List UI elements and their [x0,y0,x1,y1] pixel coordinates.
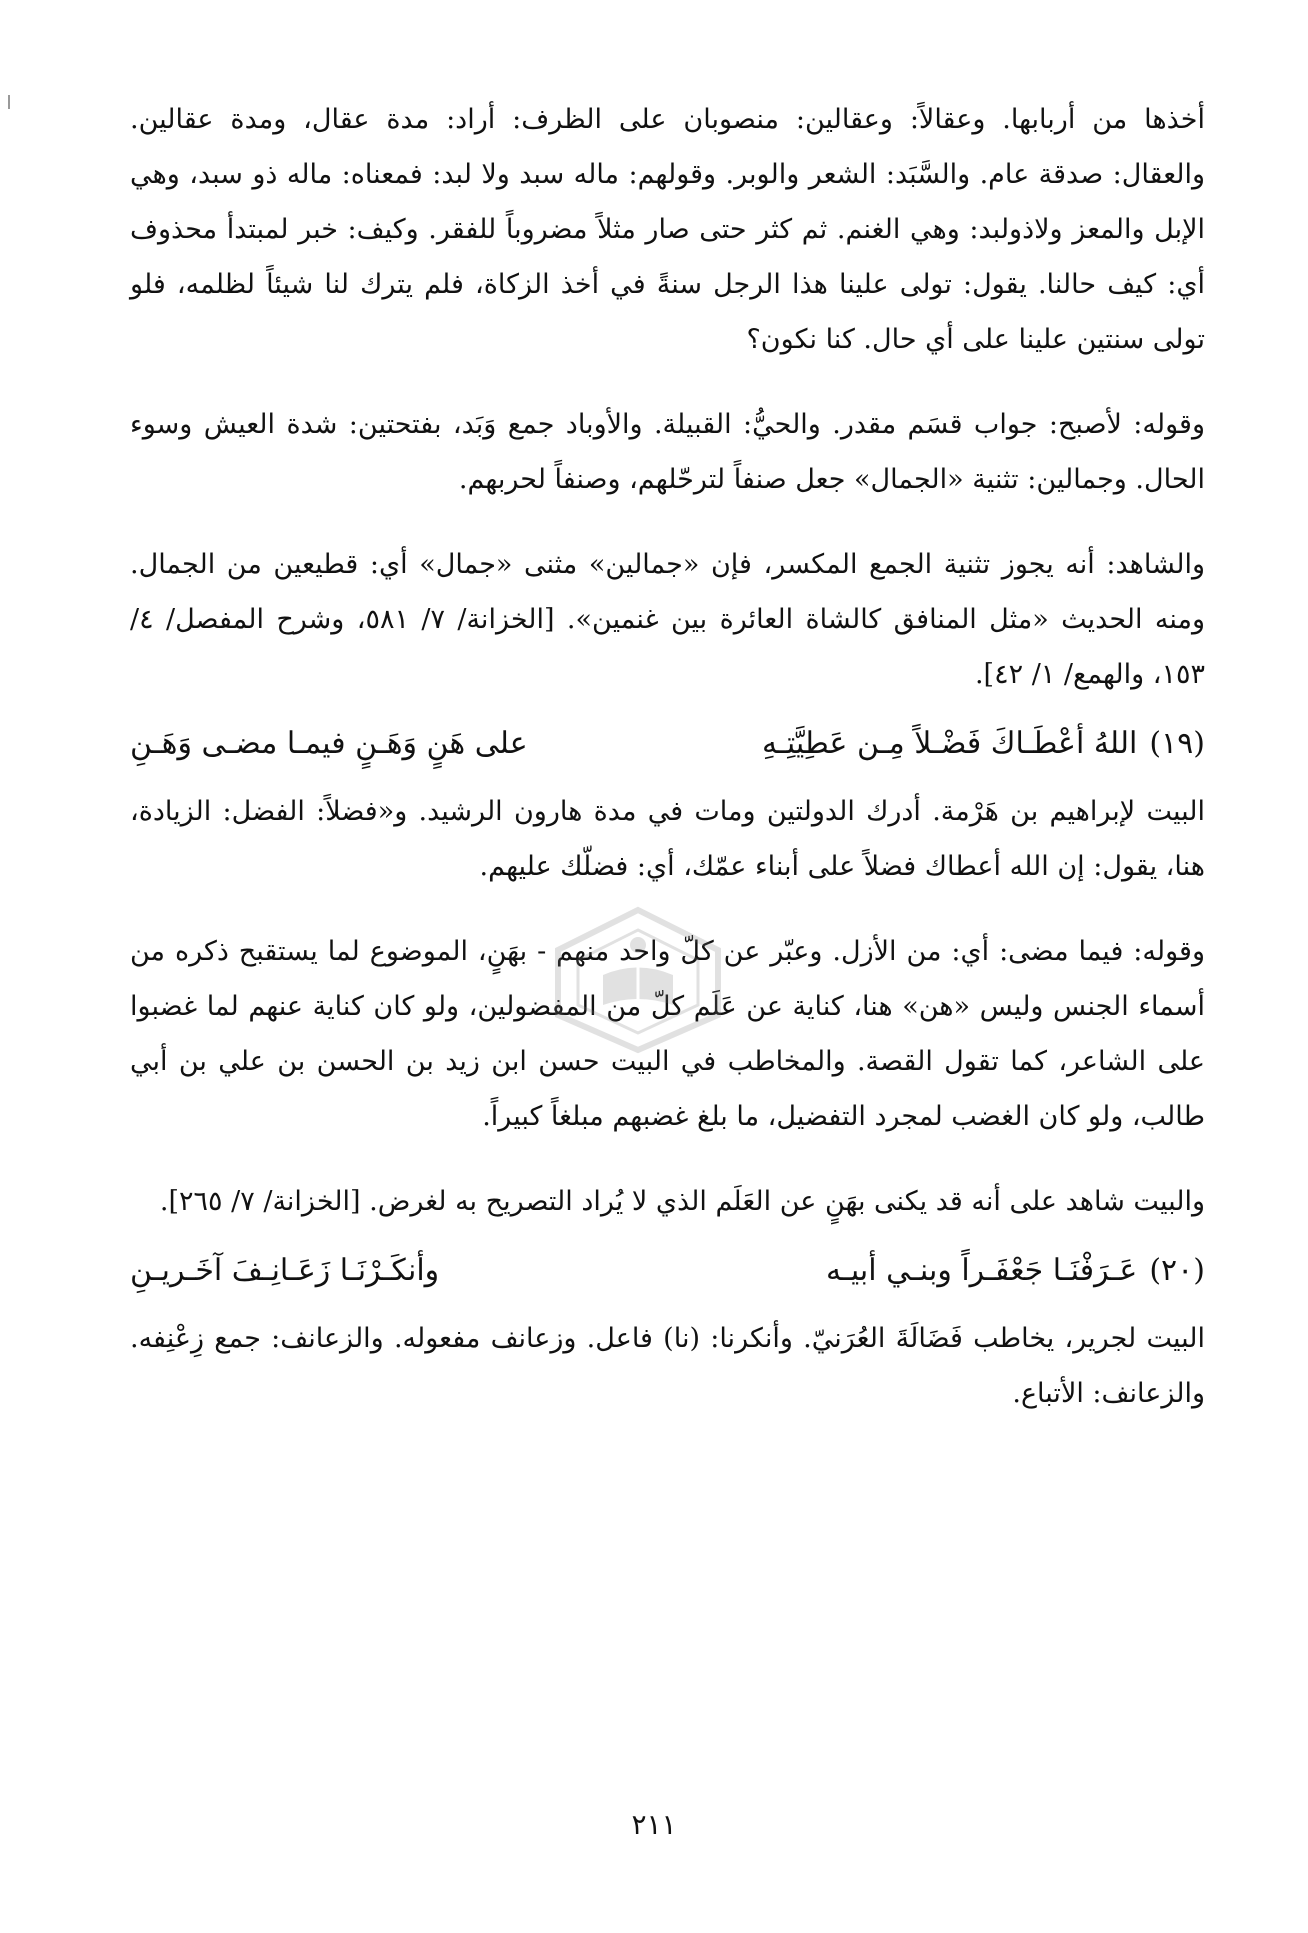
verse-19 [130,716,1205,772]
scan-mark [8,95,10,109]
verse-20-second-hemistich: وأنكَـرْنَـا زَعَـانِـفَ آخَـريـنِ [130,1253,440,1288]
verse-19-number: (١٩) [1149,726,1205,761]
verse-19-second-hemistich: على هَنٍ وَهَـنٍ فيمـا مضـى وَهَـنِ [130,726,528,761]
paragraph-1: أخذها من أربابها. وعقالاً: وعقالين: منصوبان على الظرف: أراد: مدة عقال، ومدة عقالين. والعقال: صدقة عام. والسَّبَد: الشعر والوبر. وقولهم: ماله سبد ولا لبد: فمعناه: ماله ذو سبد، وهي الإبل والمعز ولاذولبد: وهي الغنم. ثم كثر حتى صار مثلاً مضروباً للفقر. وكيف: خبر لمبتدأ محذوف أي: كيف حالنا. يقول: تولى علينا هذا الرجل سنةً في أخذ الزكاة، فلم يترك لنا شيئاً لظلمه، فلو تولى سنتين علينا على أي حال. كنا نكون؟ [130,104,1205,355]
verse-20-number: (٢٠) [1149,1253,1205,1288]
page-number: ٢١١ [631,1808,677,1841]
paragraph-6: والبيت شاهد على أنه قد يكنى بهَنٍ عن العَلَم الذي لا يُراد التصريح به لغرض. [الخزانة/ ٧/ ٢٦٥]. [159,1186,1205,1217]
paragraph-7: البيت لجرير، يخاطب فَضَالَةَ العُرَنيّ. وأنكرنا: (نا) فاعل. وزعانف مفعوله. والزعانف: جمع زِعْنِفه. والزعانف: الأتباع. [130,1323,1205,1409]
paragraph-2: وقوله: لأصبح: جواب قسَم مقدر. والحيُّ: القبيلة. والأوباد جمع وَبَد، بفتحتين: شدة العيش وسوء الحال. وجمالين: تثنية «الجمال» جعل صنفاً لترحّلهم، وصنفاً لحربهم. [130,409,1205,495]
paragraph-3: والشاهد: أنه يجوز تثنية الجمع المكسر، فإن «جمالين» مثنى «جمال» أي: قطيعين من الجمال. ومنه الحديث «مثل المنافق كالشاة العائرة بين غنمين». [الخزانة/ ٧/ ٥٨١، وشرح المفصل/ ٤/ ١٥٣، والهمع/ ١/ ٤٢]. [130,549,1206,690]
verse-20 [130,1243,1205,1299]
paragraph-5: وقوله: فيما مضى: أي: من الأزل. وعبّر عن كلّ واحد منهم - بهَنٍ، الموضوع لما يستقبح ذكره من أسماء الجنس وليس «هن» هنا، كناية عن عَلَم كلّ من المفضولين، ولو كان كناية عنهم لما غضبوا على الشاعر، كما تقول القصة. والمخاطب في البيت حسن ابن زيد بن الحسن بن علي بن أبي طالب، ولو كان الغضب لمجرد التفضيل، ما بلغ غضبهم مبلغاً كبيراً. [130,936,1205,1132]
verse-20-first-hemistich: عَـرَفْنَـا جَعْفَـراً وبنـي أبيـه [825,1253,1138,1288]
paragraph-4: البيت لإبراهيم بن هَرْمة. أدرك الدولتين ومات في مدة هارون الرشيد. و«فضلاً: الفضل: الزيادة، هنا، يقول: إن الله أعطاك فضلاً على أبناء عمّك، أي: فضلّك عليهم. [130,796,1205,882]
library-emblem-icon [548,905,728,1055]
page-body [130,92,1205,1451]
verse-19-first-hemistich: اللهُ أعْطَـاكَ فَضْـلاً مِـن عَطِيَّتِـهِ [761,726,1138,761]
